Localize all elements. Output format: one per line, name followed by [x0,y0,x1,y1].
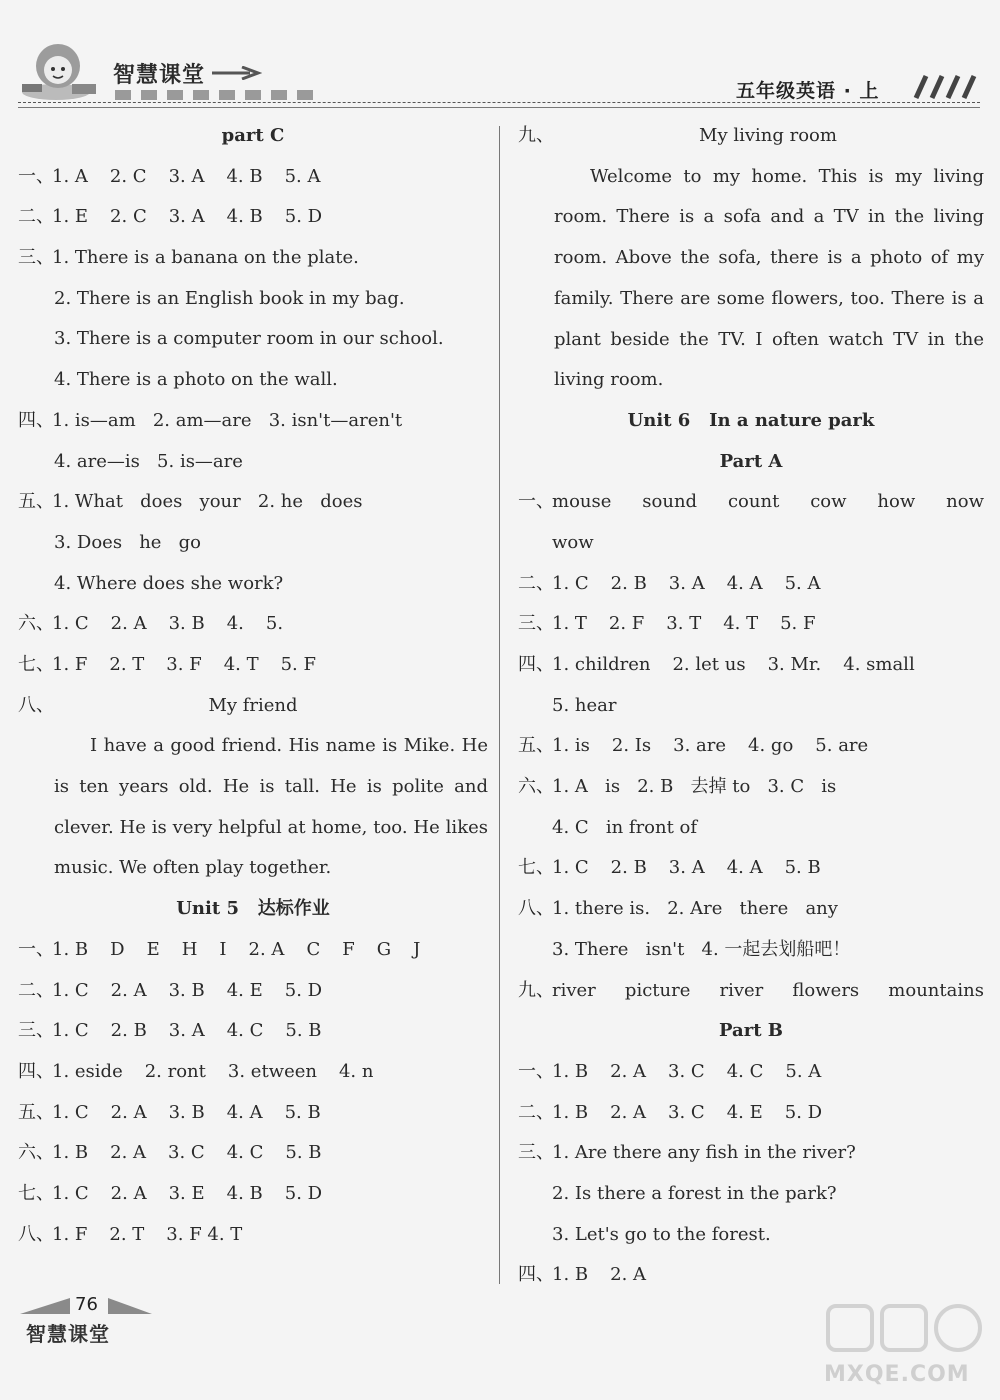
answer-row-3 [18,238,488,279]
answer-row-a4 [518,645,984,686]
essay-paragraph [18,726,488,889]
answer-row-b1 [518,1052,984,1093]
answer-item: 1. C [52,1020,89,1042]
answer-item: 2. C [109,165,147,187]
answer-item: 5. A [785,1060,822,1082]
answer-item: 4. B [226,206,263,228]
answer-row-u5-1 [18,930,488,971]
unit-heading: Unit 5 达标作业 [176,898,330,920]
answer-word: picture [624,979,691,1001]
row-number: 二、 [518,1101,554,1123]
answer-item: 4. E [226,979,263,1001]
row-number: 五、 [18,1101,54,1123]
answer-row-b3 [518,1133,984,1174]
answer-item: 3. B [168,613,205,635]
answer-item: H [181,938,198,960]
header-rule-solid [18,107,980,108]
answer-item: 1. F [52,1223,88,1245]
answer-item: 3. A [668,572,705,594]
answer-text: 3. There isn't 4. 一起去划船吧！ [552,938,851,960]
answer-item: I [219,938,227,960]
answer-item: 1. B [552,1060,589,1082]
answer-item: 2. A [610,1060,647,1082]
answer-item: 3. C [168,1142,205,1164]
answer-item: 2. A [110,613,147,635]
row-number: 六、 [18,1142,54,1164]
answer-item: 3. F [166,653,202,675]
answer-row-u5-8 [18,1215,488,1256]
row-number: 五、 [18,491,54,513]
answer-item: 5. B [284,1101,321,1123]
answer-row-a1 [518,482,984,523]
answer-word: how [877,491,916,513]
answer-row-u5-6 [18,1133,488,1174]
answer-item: 1. C [52,613,89,635]
answer-item: 2. ront [144,1060,206,1082]
row-number: 七、 [518,857,554,879]
answer-item: 3. A [168,206,205,228]
row-number: 四、 [18,409,54,431]
answer-row-u5-4 [18,1052,488,1093]
section-heading: part C [221,125,285,146]
answer-sentence: 1. Are there any fish in the river? [552,1142,856,1164]
answer-word: now [946,491,984,513]
answer-item: 5. F [780,613,816,635]
answer-row-2 [18,197,488,238]
answer-item: 1. children [552,654,651,676]
answer-item: 3. T [666,613,702,635]
essay-title: My living room [699,125,837,146]
answer-item: 3. A [668,857,705,879]
row-number: 二、 [18,206,54,228]
answer-sentence: 3. There is a computer room in our school. [54,328,444,350]
answer-row-7 [18,645,488,686]
unit-heading: Unit 6 In a nature park [627,409,875,431]
row-number: 四、 [18,1060,54,1082]
decorative-dashes [115,90,313,100]
answer-item: 2. A [110,1101,147,1123]
answer-sentence: 1. There is a banana on the plate. [52,247,359,269]
answer-item: 1. F [52,653,88,675]
answer-item: 5. A [284,165,321,187]
answer-item: 4. A [226,1101,263,1123]
header-rule [18,102,980,103]
answer-text: 4. are—is 5. is—are [54,450,243,472]
answer-item: G [376,938,392,960]
answer-sentence: 2. There is an English book in my bag. [54,287,405,309]
row-number: 五、 [518,735,554,757]
answer-item: 2. B [610,572,647,594]
answer-row-9 [518,116,984,157]
answer-item: E [146,938,160,960]
row-number: 一、 [18,938,54,960]
answer-item: 3. etween [227,1060,317,1082]
answer-word: sound [642,491,698,513]
answer-row-u5-7 [18,1174,488,1215]
answer-item: 2. B [610,857,647,879]
answer-item: 2. T [109,1223,145,1245]
answer-row-b2 [518,1093,984,1134]
answer-item: 3. C [668,1101,705,1123]
answer-item: 5. D [284,206,323,228]
answer-row-5 [18,482,488,523]
answer-item: 1. eside [52,1060,123,1082]
answer-item: 4. [226,613,244,635]
answer-item: 4. go [748,735,794,757]
answer-item: 1. is [552,735,590,757]
answer-row-a5 [518,726,984,767]
answer-word: mouse [552,491,612,513]
answer-text: 4. Where does she work? [54,572,284,594]
answer-item: 2. F [608,613,645,635]
answer-row-1 [18,157,488,198]
answer-item: 5. B [285,1020,322,1042]
answer-item: 1. B [552,1264,589,1286]
answer-text: 1. is—am 2. am—are 3. isn't—aren't [52,409,403,431]
row-number: 三、 [518,1142,554,1164]
answer-item: J [413,938,421,960]
answer-item: 2. A [610,1101,647,1123]
answer-item: 1. T [552,613,587,635]
answer-text: 3. Does he go [54,531,201,553]
row-number: 七、 [18,653,54,675]
row-number: 八、 [18,694,54,716]
answer-text: 1. What does your 2. he does [52,491,363,513]
column-divider [499,126,500,1284]
row-number: 一、 [18,165,54,187]
answer-sentence: 4. There is a photo on the wall. [54,369,338,391]
answer-item: 5. D [284,979,323,1001]
answer-item: 1. A [52,165,88,187]
answer-item: 2. A [110,1142,147,1164]
answer-item: C [306,938,321,960]
answer-item: 4. T [223,653,259,675]
answer-row-a9 [518,971,984,1012]
answer-item: 5. are [815,735,869,757]
answer-word: river [719,979,764,1001]
answer-item: 2. A [610,1264,647,1286]
answer-text: 1. there is. 2. Are there any [552,898,838,920]
answer-item: 1. B [52,938,89,960]
answer-row-a6 [518,767,984,808]
answer-item: 1. C [552,572,589,594]
answer-item: 4. C [726,1060,764,1082]
answer-word: river [552,979,596,1001]
answer-item: 4. small [843,654,915,676]
answer-item: 2. C [110,206,147,228]
answer-item: 4. A [726,857,763,879]
answer-item: 2. A [110,1182,147,1204]
answer-item: 3. Mr. [767,654,822,676]
answer-item: 5. [265,613,284,635]
answer-item: 1. E [52,206,89,228]
answer-row-u5-3 [18,1011,488,1052]
slashes-decoration-icon [906,74,982,100]
answer-item: 2. B [110,1020,147,1042]
answer-item: 4. A [726,572,763,594]
row-number: 八、 [518,898,554,920]
answer-item: 1. B [52,1142,89,1164]
answer-word: flowers [792,979,860,1001]
essay-paragraph [518,157,984,401]
answer-word: cow [810,491,847,513]
answer-item: 1. C [552,857,589,879]
answer-sentence: 2. Is there a forest in the park? [552,1182,837,1204]
answer-row-u5-2 [18,971,488,1012]
row-number: 三、 [518,613,554,635]
answer-item: 1. B [552,1101,589,1123]
answer-item: 2. A [248,938,285,960]
row-number: 二、 [518,572,554,594]
answer-item: 3. A [168,165,205,187]
footer-brand: 智慧课堂 [26,1322,110,1346]
answer-item: 3. A [168,1020,205,1042]
answer-item: 1. C [52,1182,89,1204]
answer-row-b4 [518,1255,984,1296]
answer-item: 3. C [668,1060,705,1082]
answer-item: 3. are [673,735,727,757]
answer-word: wow [552,531,594,553]
answer-item: 5. D [784,1101,823,1123]
answer-item: 4. n [338,1060,374,1082]
row-number: 四、 [518,654,554,676]
row-number: 二、 [18,979,54,1001]
answer-row-a2 [518,564,984,605]
answer-row-a7 [518,848,984,889]
row-number: 四、 [518,1264,554,1286]
essay-title: My friend [208,694,298,716]
answer-word: count [727,491,780,513]
answer-item: 3. E [168,1182,205,1204]
grade-subject-label: 五年级英语 · 上 [736,80,880,102]
row-number: 三、 [18,247,54,269]
arrow-icon [212,66,262,80]
page-header [0,0,1000,110]
answer-text: 4. C in front of [552,816,698,838]
row-number: 九、 [518,979,554,1001]
answer-item: 4. T [723,613,759,635]
answer-item: 3. B [168,979,205,1001]
answer-text: 1. A is 2. B 去掉 to 3. C is [552,776,837,798]
answer-item: 5. A [784,572,821,594]
answer-item: 3. F 4. T [166,1223,243,1245]
row-number: 九、 [518,125,554,146]
answer-item: 4. C [226,1142,264,1164]
row-number: 八、 [18,1223,54,1245]
answer-row-6 [18,604,488,645]
girl-mascot-icon [20,40,98,102]
answer-item: 4. E [726,1101,763,1123]
answer-item: 4. B [226,165,263,187]
answer-item: 3. B [168,1101,205,1123]
answer-item: 5. D [284,1182,323,1204]
page-number: 76 [75,1294,98,1315]
answer-item: F [342,938,355,960]
section-heading: Part B [719,1020,783,1042]
answer-row-8 [18,686,488,727]
answer-item: 5. F [280,653,316,675]
answer-item: D [110,938,125,960]
answer-row-4 [18,401,488,442]
answer-item: 4. C [226,1020,264,1042]
answer-item: 2. T [109,653,145,675]
answer-row-a3 [518,604,984,645]
brand-title: 智慧课堂 [113,63,206,88]
answer-item: 5. B [784,857,821,879]
answer-item: 2. Is [611,735,652,757]
essay-text: I have a good friend. His name is Mike. He is ten years old. He is tall. He is polite and clever. He is very helpful at home, too. He likes music. We often play together. [54,735,488,879]
section-heading: Part A [719,450,783,472]
left-column [18,116,488,1255]
answer-item: 1. C [52,979,89,1001]
answer-item: 2. A [110,979,147,1001]
answer-word: mountains [888,979,984,1001]
row-number: 六、 [518,776,554,798]
answer-item: 5. hear [552,694,617,716]
right-column [518,116,984,1296]
row-number: 六、 [18,613,54,635]
watermark-text: MXQE.COM [824,1362,970,1387]
row-number: 一、 [518,1060,554,1082]
answer-sentence: 3. Let's go to the forest. [552,1223,771,1245]
answer-item: 5. B [285,1142,322,1164]
answer-item: 4. B [226,1182,263,1204]
answer-item: 2. let us [672,654,746,676]
answer-row-u5-5 [18,1093,488,1134]
row-number: 一、 [518,491,554,513]
answer-row-a8 [518,889,984,930]
essay-text: Welcome to my home. This is my living room. There is a sofa and a TV in the living room. Above the sofa, there is a photo of my family. There are some flowers, too. There is a plant beside the TV. I often watch TV in the living room. [554,165,984,391]
answer-item: 1. C [52,1101,89,1123]
row-number: 七、 [18,1182,54,1204]
row-number: 三、 [18,1020,54,1042]
